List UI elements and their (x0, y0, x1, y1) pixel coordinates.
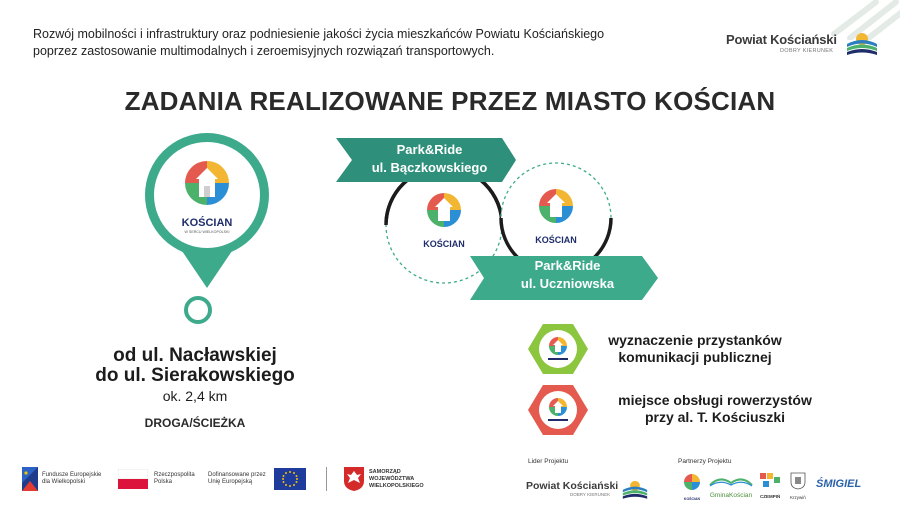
lider-logo (526, 478, 656, 502)
fe-line-2: dla Wielkopolski (42, 479, 86, 485)
fundusze-europejskie-icon (22, 467, 38, 491)
koscian-emblem-icon (682, 472, 702, 492)
partner-koscian-label: KOŚCIAN (683, 497, 701, 501)
sw-line-3: WIELKOPOLSKIEGO (369, 483, 424, 489)
partner-smigiel (816, 478, 878, 498)
rp-label (154, 472, 195, 486)
intro-text (33, 26, 673, 60)
pin-ring-icon (184, 296, 212, 324)
task-1-line-2: komunikacji publicznej (618, 349, 772, 365)
footer-divider (326, 467, 327, 491)
route-name (30, 346, 360, 386)
koscian-emblem-icon (185, 161, 229, 205)
task-bike-service (590, 392, 840, 426)
powiat-koscianski-logo (722, 28, 882, 62)
rp-line-2: Polska (154, 479, 173, 485)
route-distance: ok. 2,4 km (162, 388, 228, 404)
gmina-wave-icon (708, 475, 754, 487)
bus-stop-hexagon-icon (527, 322, 589, 376)
sw-line-2: WOJEWÓDZTWA (369, 476, 415, 482)
task-bus-stops (590, 332, 800, 366)
brand-wave-icon (846, 30, 878, 56)
task-2-line-1: miejsce obsługi rowerzystów (618, 392, 812, 408)
fe-line-1: Fundusze Europejskie (42, 472, 102, 478)
route-line-2: do ul. Sierakowskiego (95, 365, 295, 386)
bike-service-hexagon-icon (527, 383, 589, 437)
marker-logo-text: KOŚCIAN (181, 217, 233, 229)
lider-brand-name: Powiat Kościański (526, 480, 619, 492)
wielkopolska-eagle-icon (344, 467, 364, 491)
route-line-1: od ul. Nacławskiej (113, 345, 277, 366)
ue-label (208, 472, 266, 486)
park-ride-logo-text-2: KOŚCIAN (535, 235, 577, 245)
funding-logos (22, 465, 442, 495)
page-title: ZADANIA REALIZOWANE PRZEZ MIASTO KOŚCIAN (124, 86, 776, 116)
lider-label: Lider Projektu (528, 458, 569, 465)
partner-czempin-label: CZEMPIŃ (760, 494, 781, 499)
partner-gmina-label: GminaKościan (709, 492, 753, 499)
sw-line-1: SAMORZĄD (369, 469, 401, 475)
park-ride-1-title: Park&Ride (396, 142, 463, 157)
ue-line-2: Unię Europejską (208, 479, 253, 485)
czempin-icon (760, 473, 780, 489)
park-ride-2-title: Park&Ride (534, 258, 601, 273)
map-pin-icon (132, 130, 282, 290)
task-1-line-1: wyznaczenie przystanków (608, 332, 782, 348)
park-ride-logo-text-1: KOŚCIAN (423, 239, 465, 249)
intro-line-2: poprzez zastosowanie multimodalnych i zeroemisyjnych rozwiązań transportowych. (33, 44, 495, 58)
koscian-emblem-icon (539, 189, 573, 223)
brand-name: Powiat Kościański (726, 32, 837, 47)
partner-smigiel-label: ŚMIGIEL (816, 478, 862, 490)
eu-flag-icon (274, 468, 306, 490)
partner-koscian (682, 472, 702, 501)
partner-krzywin-label: Krzywiń (790, 495, 806, 500)
brand-wave-icon (622, 478, 648, 500)
sw-label (369, 469, 424, 490)
intro-line-1: Rozwój mobilności i infrastruktury oraz podniesienie jakości życia mieszkańców Powiatu Kościańskiego (33, 27, 605, 41)
partner-krzywin (790, 472, 812, 498)
fe-label (42, 472, 101, 486)
park-ride-2-street: ul. Uczniowska (520, 276, 615, 291)
partner-gmina-koscian (708, 474, 754, 498)
krzywin-crest-icon (790, 472, 806, 490)
brand-tagline: DOBRY KIERUNEK (780, 48, 834, 54)
partnerzy-label: Partnerzy Projektu (678, 458, 732, 465)
park-ride-1-street: ul. Bączkowskiego (371, 160, 488, 175)
marker-logo-subtext: W SERCU WIELKOPOLSKI (184, 230, 230, 234)
ue-line-1: Dofinansowane przez (208, 472, 266, 478)
rp-line-1: Rzeczpospolita (154, 472, 195, 478)
partner-czempin (760, 473, 784, 499)
lider-brand-tagline: DOBRY KIERUNEK (570, 492, 611, 497)
partner-logos (678, 470, 898, 500)
polish-flag-icon (118, 469, 148, 489)
koscian-emblem-icon (427, 193, 461, 227)
park-ride-label-2 (490, 257, 645, 293)
route-type: DROGA/ŚCIEŻKA (144, 416, 246, 430)
park-ride-label-1 (352, 141, 507, 177)
task-2-line-2: przy al. T. Kościuszki (644, 409, 786, 425)
